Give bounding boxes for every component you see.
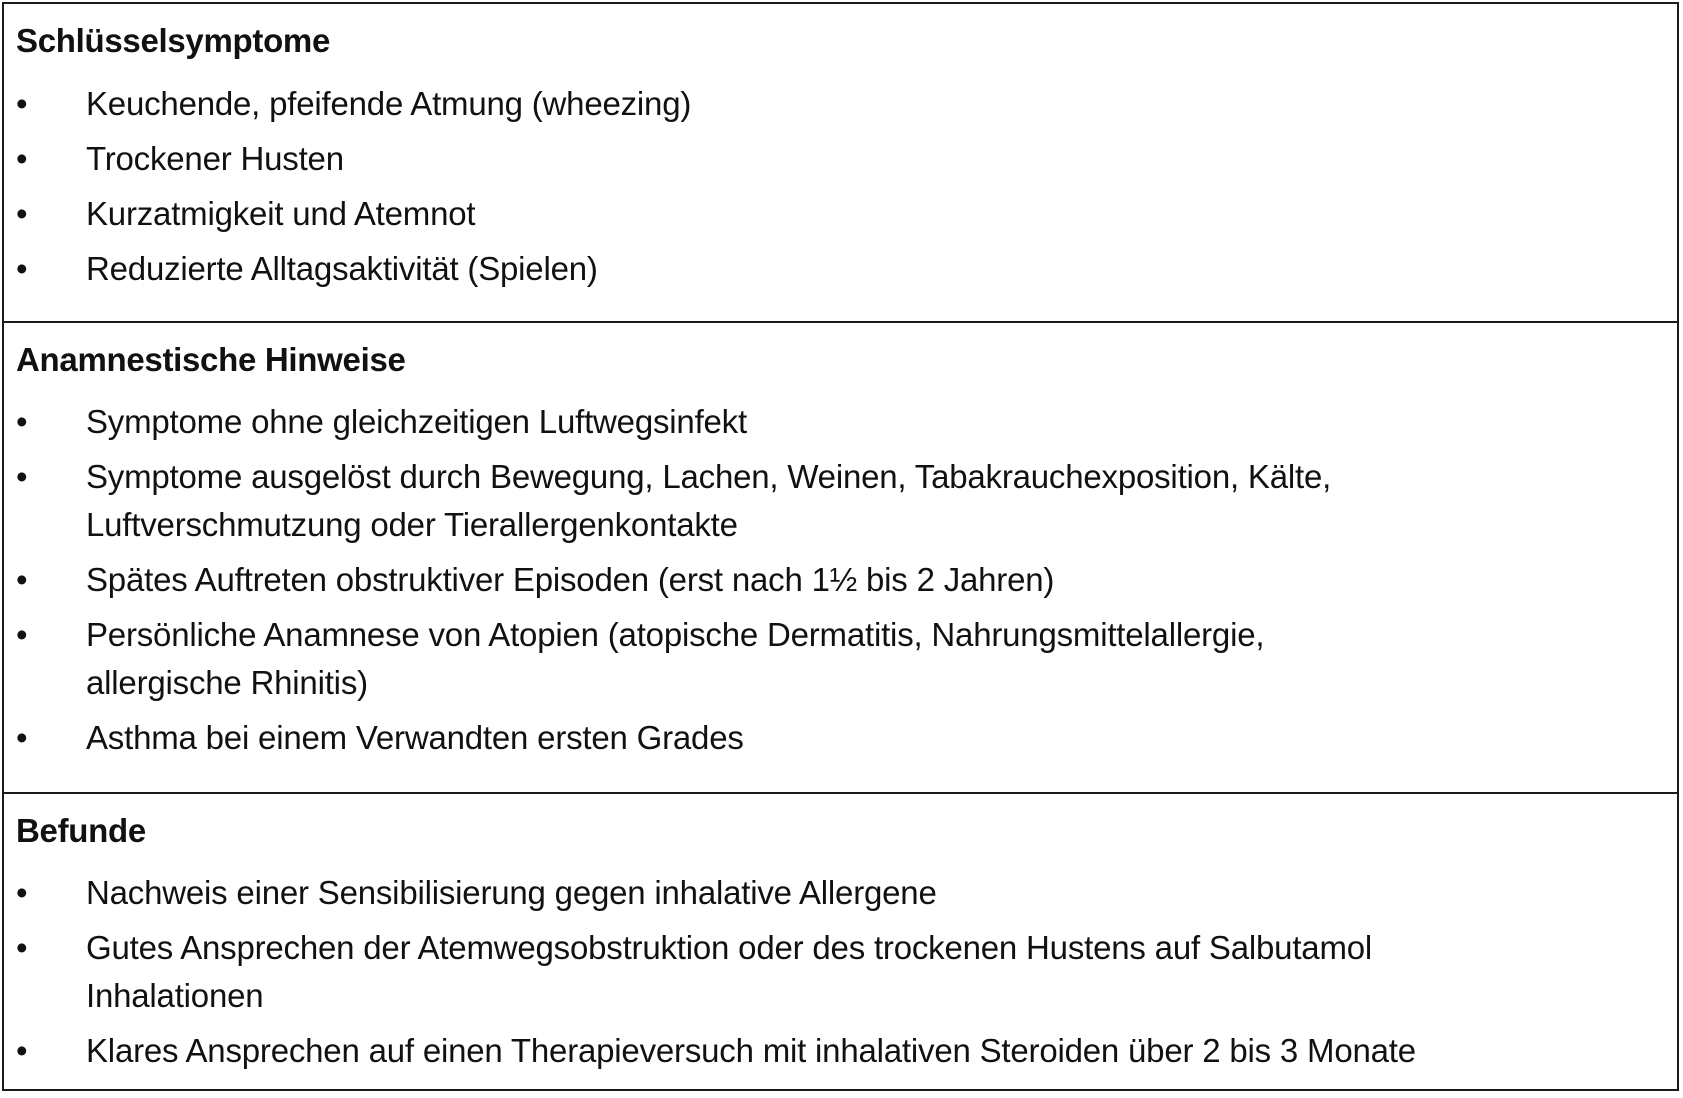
bullet-icon: • <box>16 929 28 966</box>
list-item-text: Gutes Ansprechen der Atemwegsobstruktion oder des trockenen Hustens auf Salbutamol Inhalationen <box>86 929 1373 1014</box>
bullet-icon: • <box>16 140 28 177</box>
bullet-icon: • <box>16 195 28 232</box>
section-heading: Anamnestische Hinweise <box>16 341 406 378</box>
bullet-icon: • <box>16 458 28 495</box>
section-befunde <box>4 792 1677 1089</box>
list-item-text: Spätes Auftreten obstruktiver Episoden (erst nach 1½ bis 2 Jahren) <box>86 561 1055 598</box>
section-schluesselsymptome <box>4 4 1677 321</box>
list-item-text: Kurzatmigkeit und Atemnot <box>86 195 476 232</box>
bullet-icon: • <box>16 403 28 440</box>
bullet-icon: • <box>16 250 28 287</box>
section-anamnestische-hinweise <box>4 321 1677 792</box>
bullet-icon: • <box>16 561 28 598</box>
list-item-text: Reduzierte Alltagsaktivität (Spielen) <box>86 250 598 287</box>
bullet-icon: • <box>16 719 28 756</box>
bullet-icon: • <box>16 874 28 911</box>
list-item-text: Klares Ansprechen auf einen Therapieversuch mit inhalativen Steroiden über 2 bis 3 Monate <box>86 1032 1416 1069</box>
list-item-text: Symptome ausgelöst durch Bewegung, Lachen, Weinen, Tabakrauchexposition, Kälte, Luftverschmutzung oder Tierallergenkontakte <box>86 458 1332 543</box>
bullet-icon: • <box>16 616 28 653</box>
list-item-text: Persönliche Anamnese von Atopien (atopische Dermatitis, Nahrungsmittelallergie, allergische Rhinitis) <box>86 616 1265 701</box>
section-heading: Schlüsselsymptome <box>16 22 331 59</box>
list-item-text: Keuchende, pfeifende Atmung (wheezing) <box>86 85 692 122</box>
list-item-text: Symptome ohne gleichzeitigen Luftwegsinfekt <box>86 403 747 440</box>
info-table <box>2 2 1679 1091</box>
list-item-text: Trockener Husten <box>86 140 344 177</box>
bullet-icon: • <box>16 1032 28 1069</box>
list-item-text: Nachweis einer Sensibilisierung gegen inhalative Allergene <box>86 874 937 911</box>
bullet-icon: • <box>16 85 28 122</box>
section-heading: Befunde <box>16 812 146 849</box>
list-item-text: Asthma bei einem Verwandten ersten Grades <box>86 719 744 756</box>
